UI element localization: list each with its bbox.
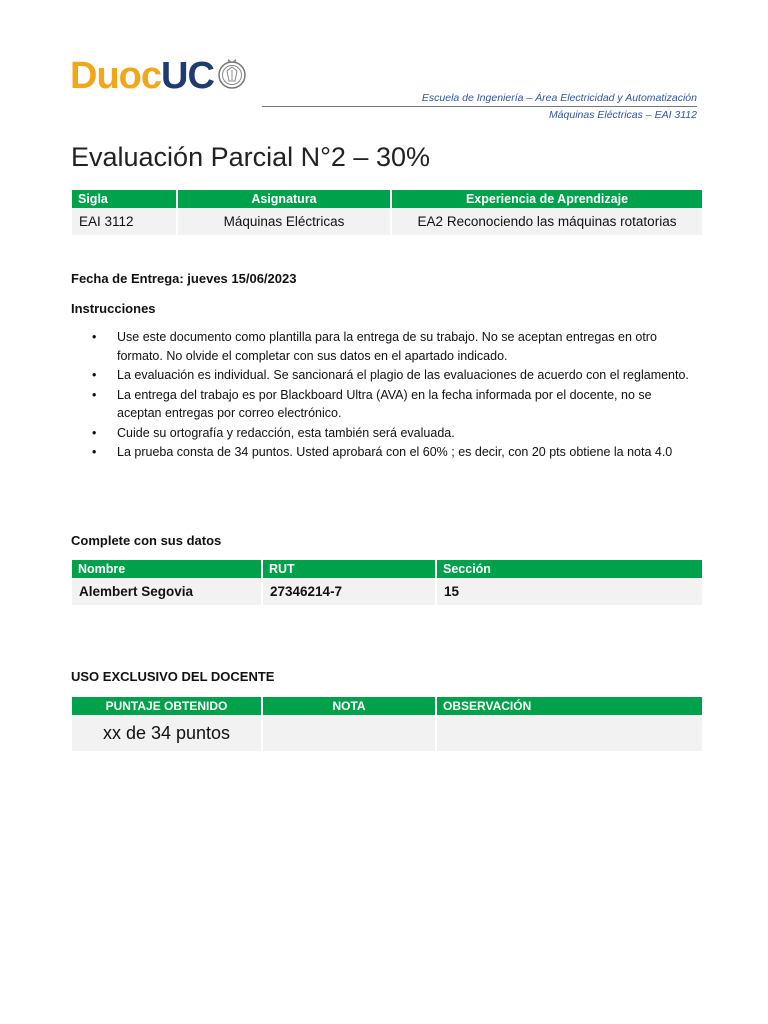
course-table xyxy=(70,190,704,235)
cell-sigla: EAI 3112 xyxy=(72,208,176,235)
logo-duoc-text: Duoc xyxy=(70,54,161,97)
instruction-text: Cuide su ortografía y redacción, esta también será evaluada. xyxy=(117,425,455,440)
header-nombre: Nombre xyxy=(72,560,261,578)
teacher-section-title: USO EXCLUSIVO DEL DOCENTE xyxy=(71,669,275,684)
cell-seccion[interactable]: 15 xyxy=(437,578,702,605)
duocuc-logo xyxy=(70,52,247,100)
header-school: Escuela de Ingeniería – Área Electricidad y Automatización xyxy=(421,92,697,104)
cell-observacion[interactable] xyxy=(437,715,702,751)
teacher-table xyxy=(70,697,704,751)
bullet-icon: • xyxy=(92,387,97,402)
student-section-title: Complete con sus datos xyxy=(71,533,222,548)
header-asignatura: Asignatura xyxy=(178,190,390,208)
list-item xyxy=(71,366,696,385)
header-course: Máquinas Eléctricas – EAI 3112 xyxy=(548,109,697,121)
student-table xyxy=(70,560,704,605)
list-item xyxy=(71,386,696,423)
cell-nombre[interactable]: Alembert Segovia xyxy=(72,578,261,605)
cell-rut[interactable]: 27346214-7 xyxy=(263,578,435,605)
page-title: Evaluación Parcial N°2 – 30% xyxy=(71,142,430,172)
instructions-list xyxy=(71,328,696,463)
header-puntaje: PUNTAJE OBTENIDO xyxy=(72,697,261,715)
bullet-icon: • xyxy=(92,425,97,440)
header-rut: RUT xyxy=(263,560,435,578)
list-item xyxy=(71,328,696,365)
cell-asignatura: Máquinas Eléctricas xyxy=(178,208,390,235)
list-item xyxy=(71,443,696,462)
list-item xyxy=(71,424,696,443)
header-experiencia: Experiencia de Aprendizaje xyxy=(392,190,702,208)
instruction-text: La evaluación es individual. Se sancionará el plagio de las evaluaciones de acuerdo con el reglamento. xyxy=(117,368,689,382)
delivery-date: Fecha de Entrega: jueves 15/06/2023 xyxy=(71,271,297,286)
bullet-icon: • xyxy=(92,445,97,459)
header-divider xyxy=(262,106,697,107)
instruction-text: Use este documento como plantilla para la entrega de su trabajo. No se aceptan entregas en otro formato. No olvide el completar con sus datos en el apartado indicado. xyxy=(117,330,657,363)
instruction-text: La prueba consta de 34 puntos. Usted aprobará con el 60% ; es decir, con 20 pts obtiene la nota 4.0 xyxy=(117,445,673,459)
bullet-icon: • xyxy=(92,330,97,344)
instruction-text: La entrega del trabajo es por Blackboard Ultra (AVA) en la fecha informada por el docente, no se aceptan entregas por correo electrónico. xyxy=(117,387,652,420)
uc-seal-icon xyxy=(217,56,247,92)
instructions-title: Instrucciones xyxy=(71,301,156,316)
logo-uc-text: UC xyxy=(161,54,214,97)
cell-puntaje[interactable]: xx de 34 puntos xyxy=(72,715,261,751)
header-nota: NOTA xyxy=(263,697,435,715)
header-seccion: Sección xyxy=(437,560,702,578)
header-observacion: OBSERVACIÓN xyxy=(437,697,702,715)
cell-experiencia: EA2 Reconociendo las máquinas rotatorias xyxy=(392,208,702,235)
bullet-icon: • xyxy=(92,368,97,382)
cell-nota[interactable] xyxy=(263,715,435,751)
header-sigla: Sigla xyxy=(72,190,176,208)
